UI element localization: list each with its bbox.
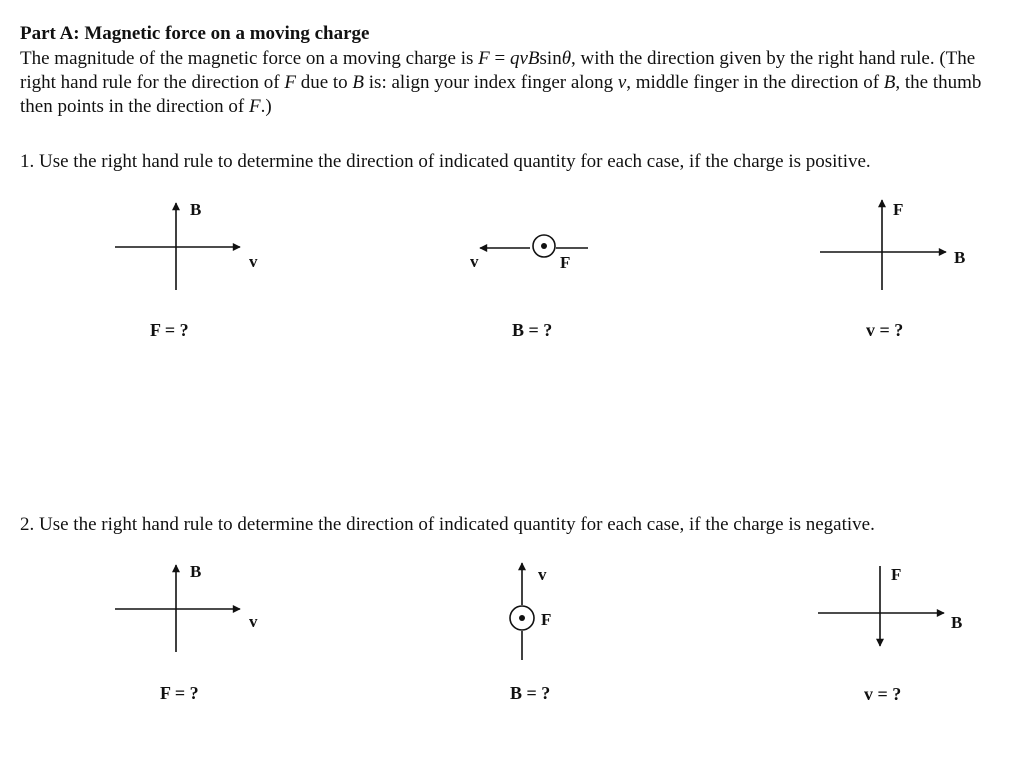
intro-text-3: due to	[295, 72, 353, 93]
intro-text-1: The magnitude of the magnetic force on a moving charge is	[20, 48, 479, 69]
intro-v-1: v	[617, 72, 627, 93]
equation-equals: =	[489, 48, 510, 69]
question-1-text: 1. Use the right hand rule to determine the direction of indicated quantity for each case, if the charge is positive.	[20, 151, 871, 172]
q1-case2-answer: B = ?	[512, 320, 553, 340]
q1-case3-up-label: F	[893, 200, 904, 219]
q1-case2-left-label: v	[470, 252, 479, 271]
q2-case1-up-label: B	[190, 562, 202, 581]
q2-case1-diagram	[115, 565, 240, 652]
equation-qvB: qvB	[509, 48, 540, 69]
q2-case2-up-label: v	[538, 565, 547, 584]
q1-case2-diagram	[480, 235, 588, 257]
out-of-page-dot-q2	[519, 615, 525, 621]
q2-case3-down-label: F	[891, 565, 902, 584]
q1-case2-dot-label: F	[560, 253, 571, 272]
intro-F-1: F	[284, 72, 296, 93]
intro-text-6: , the thumb then points in the direction of	[20, 72, 982, 117]
intro-text-5: , middle finger in the direction of	[626, 72, 884, 93]
q1-case1-up-label: B	[190, 200, 202, 219]
q2-case3-right-label: B	[951, 613, 963, 632]
question-2-text: 2. Use the right hand rule to determine the direction of indicated quantity for each case, if the charge is negative.	[20, 514, 875, 535]
q2-case1-right-label: v	[249, 612, 258, 631]
intro-F-2: F	[249, 96, 261, 117]
equation-F: F	[478, 48, 490, 69]
q1-case1-right-label: v	[249, 252, 258, 271]
q1-case3-right-label: B	[954, 248, 966, 267]
q2-case3-answer: v = ?	[864, 684, 902, 704]
q1-case1-answer: F = ?	[150, 320, 189, 340]
q2-case2-diagram	[510, 563, 534, 660]
intro-text-4: is: align your index finger along	[364, 72, 618, 93]
q2-case2-dot-label: F	[541, 610, 552, 629]
q1-case3-answer: v = ?	[866, 320, 904, 340]
q2-case2-answer: B = ?	[510, 683, 551, 703]
q2-case3-diagram	[818, 566, 944, 646]
part-title: Part A: Magnetic force on a moving charge	[20, 23, 370, 44]
intro-B-2: B	[883, 72, 896, 93]
equation-theta: θ	[561, 48, 572, 69]
out-of-page-dot-q1	[541, 243, 547, 249]
intro-B-1: B	[352, 72, 365, 93]
q1-case3-diagram	[820, 200, 946, 290]
q1-case1-diagram	[115, 203, 240, 290]
intro-text-2: , with the direction given by the right hand rule. (The right hand rule for the direction of	[20, 48, 976, 93]
equation-sin: sin	[539, 48, 562, 69]
q2-case1-answer: F = ?	[160, 683, 199, 703]
intro-text-7: .)	[260, 96, 272, 117]
